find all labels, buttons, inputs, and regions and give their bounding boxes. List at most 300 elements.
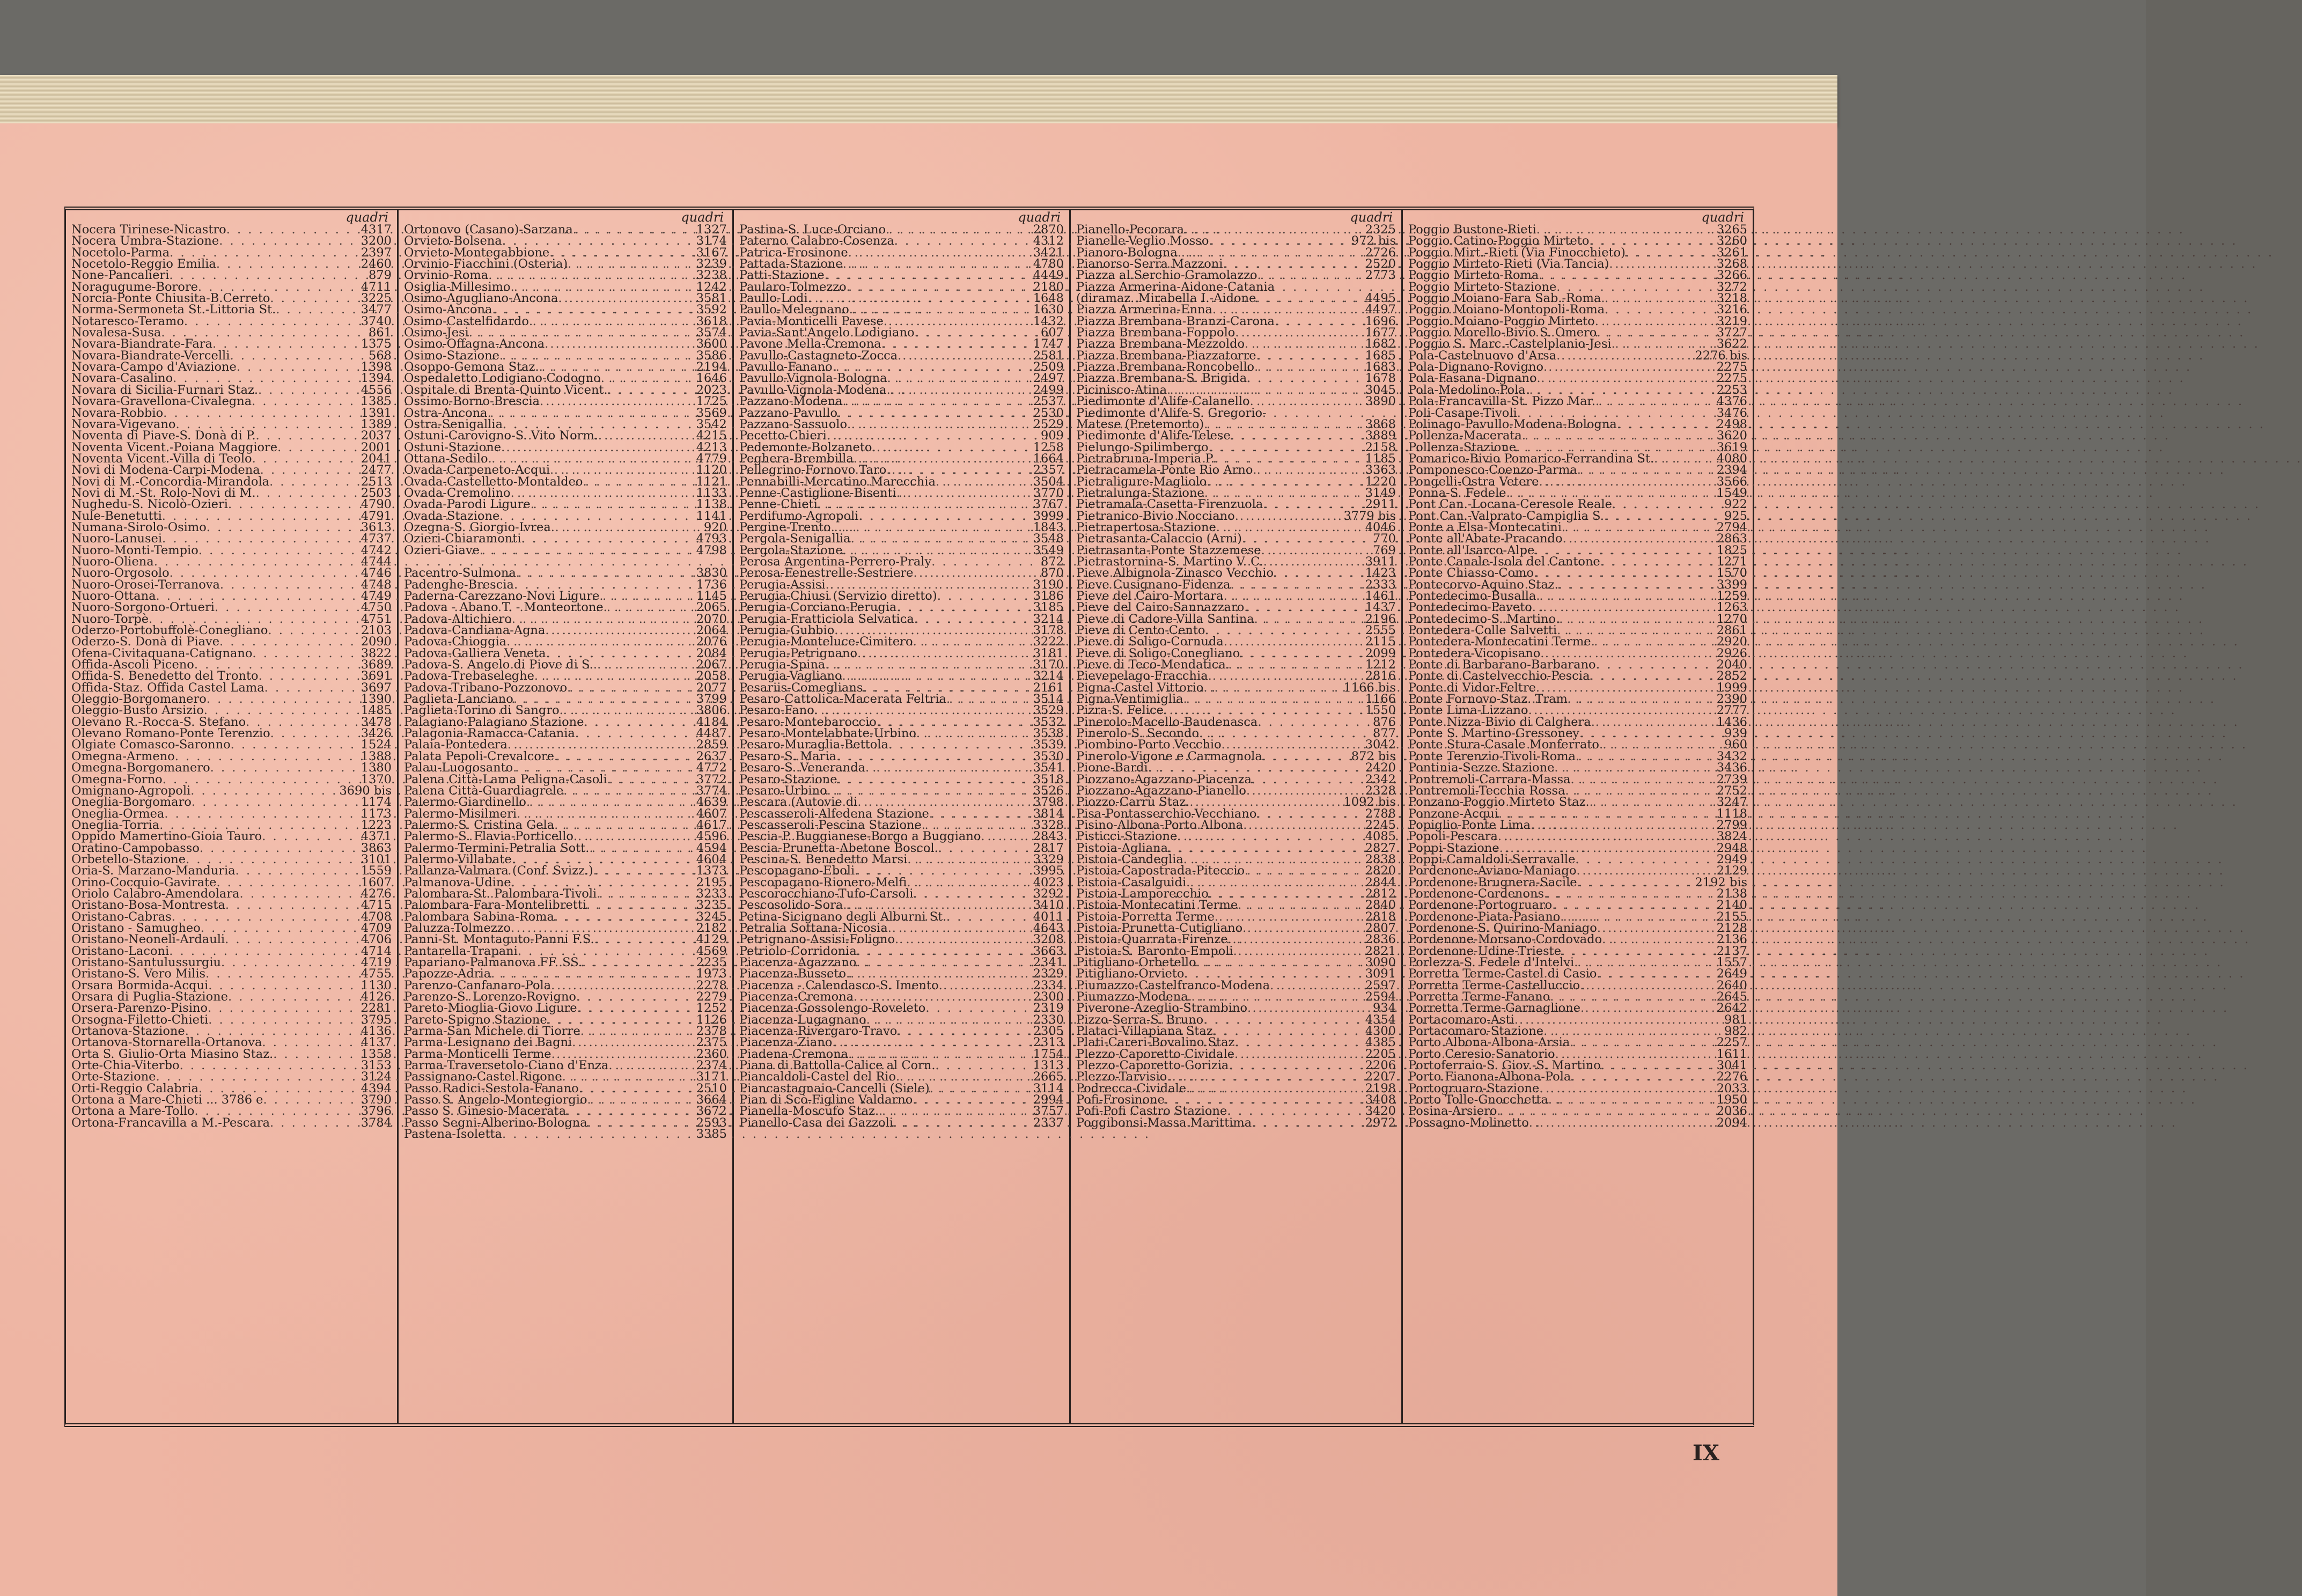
route-name: Omegna-Forno	[71, 772, 163, 786]
table-number: 3868	[1365, 417, 1396, 431]
route-name: Ofena-Civitaquana-Catignano	[71, 646, 253, 660]
table-number: 2840	[1365, 898, 1396, 913]
table-number: 3233	[696, 886, 727, 901]
route-name: Oristano-Laconi	[71, 944, 170, 958]
route-name: Ossimo-Borno-Brescia	[404, 394, 540, 409]
route-name: Porretta Terme-Garnaglione	[1408, 1001, 1581, 1016]
table-number: 3041	[1716, 1058, 1747, 1073]
route-name: Pistoia-Casalguidi	[1076, 875, 1187, 889]
table-number: 4023	[1033, 875, 1064, 889]
table-number: 3478	[361, 715, 392, 729]
table-number: 2129	[1716, 864, 1747, 878]
route-name: Olevano R.-Rocca-S. Stefano	[71, 715, 246, 729]
route-name: Piana di Battolla-Calice al Corn.	[739, 1058, 936, 1073]
route-name: Padova-Chioggia	[404, 635, 507, 649]
table-number: 2077	[696, 680, 727, 695]
table-number: 2555	[1365, 623, 1396, 638]
table-number: 2378	[696, 1024, 727, 1039]
table-number: 2037	[361, 429, 392, 443]
table-number: 2777	[1716, 703, 1747, 718]
column-header: quadri	[345, 210, 388, 225]
book-page-edges	[0, 75, 1837, 126]
table-number: 1843	[1033, 520, 1064, 534]
route-name: Piazza al Serchio-Gramolazzo	[1076, 268, 1257, 283]
route-name: Nuoro-Torpè	[71, 612, 149, 626]
route-name: Pigna-Ventimiglia	[1076, 692, 1183, 707]
route-name: Parma-Lesignano dei Bagni	[404, 1035, 572, 1050]
table-number: 2812	[1365, 886, 1396, 901]
route-name: Poggio Moiano-Fara Sab.-Roma	[1408, 291, 1601, 306]
table-number: 3799	[696, 692, 727, 707]
table-number: 3408	[1365, 1093, 1396, 1107]
table-number: 870	[1041, 566, 1064, 580]
table-number: 934	[1373, 1001, 1396, 1016]
table-number: 3101	[361, 852, 392, 866]
route-name: Platacì-Villapiana Staz	[1076, 1024, 1213, 1039]
table-number: 3889	[1365, 429, 1396, 443]
table-number: 4714	[361, 944, 392, 958]
table-number: 3526	[1033, 783, 1064, 798]
table-number: 939	[1724, 726, 1747, 741]
index-entry	[404, 545, 727, 556]
table-number: 2645	[1716, 990, 1747, 1004]
route-name: Ortona a Mare-Tollo	[71, 1104, 195, 1119]
index-column-5	[1403, 210, 1753, 1424]
table-number: 925	[1724, 509, 1747, 523]
route-name: Nuoro-Ottana	[71, 589, 156, 603]
table-number: 2182	[696, 921, 727, 935]
table-number: 4742	[361, 543, 392, 557]
table-number: 2023	[696, 383, 727, 397]
table-number: 3664	[696, 1093, 727, 1107]
route-name: Ponte Canale-Isola del Cantone	[1408, 554, 1600, 569]
route-name: Passignano-Castel Rigone	[404, 1070, 562, 1084]
route-name: Pedemonte-Bolzaneto	[739, 440, 872, 454]
table-number: 2510	[696, 1081, 727, 1095]
route-name: Olgiate Comasco-Saronno	[71, 738, 231, 752]
route-name: Pavullo-Vignola-Modena	[739, 383, 887, 397]
table-number: 3822	[361, 646, 392, 660]
route-name: Ovada-Parodi Ligure	[404, 497, 531, 512]
route-name: Ostuni-Carovigno-S. Vito Norm.	[404, 429, 598, 443]
table-number: 1388	[361, 749, 392, 763]
route-name: Poggio Morello-Bivio S. Omero	[1408, 326, 1597, 340]
table-number: 3504	[1033, 474, 1064, 489]
route-name: Pinerolo-S. Secondo	[1076, 726, 1200, 741]
table-number: 3214	[1033, 612, 1064, 626]
route-name: Numana-Sirolo-Osimo	[71, 520, 207, 534]
table-number: 1390	[361, 692, 392, 707]
table-number: 2649	[1716, 967, 1747, 981]
route-name: Palau-Luogosanto	[404, 761, 513, 775]
table-number: 2509	[1033, 360, 1064, 374]
route-name: Poli-Casape-Tivoli	[1408, 406, 1517, 420]
table-number: 3772	[696, 772, 727, 786]
route-name: Padova-Tribano-Pozzonovo	[404, 680, 568, 695]
route-name: Pietrastornina-S. Martino V. C.	[1076, 554, 1263, 569]
table-number: 1678	[1365, 371, 1396, 386]
route-name: Perugia-Petrignano	[739, 646, 858, 660]
table-number: 2070	[696, 612, 727, 626]
route-name: Plezzo-Caporetto-Cividale	[1076, 1047, 1235, 1061]
table-number: 1725	[696, 394, 727, 409]
route-name: Poggio Moiano-Poggio Mirteto	[1408, 314, 1595, 328]
table-number: 1685	[1365, 348, 1396, 363]
table-number: 4497	[1365, 303, 1396, 317]
table-number: 2275	[1716, 371, 1747, 386]
route-name: Pieve Albignola-Zinasco Vecchio	[1076, 566, 1274, 580]
table-number: 2342	[1365, 772, 1396, 786]
route-name: Perugia-Corciano-Perugia	[739, 600, 897, 615]
table-number: 3171	[696, 1070, 727, 1084]
route-name: Palmanova-Udine	[404, 875, 511, 889]
route-name: Piazza Brembana-Foppolo	[1076, 326, 1235, 340]
table-number: 1252	[696, 1001, 727, 1016]
table-number: 3592	[696, 303, 727, 317]
route-name: Ponte di Castelvecchio-Pescia	[1408, 669, 1590, 683]
table-number: 4596	[696, 829, 727, 844]
table-number: 3216	[1716, 303, 1747, 317]
route-name: Pesaro-Urbino	[739, 783, 827, 798]
route-name: Pione-Bardi	[1076, 761, 1148, 775]
table-number: 2827	[1365, 841, 1396, 855]
route-name: Ovada-Carpeneto-Acqui	[404, 463, 550, 477]
route-name: Panni-St. Montaguto-Panni F.S.	[404, 932, 594, 947]
route-name: Ostuni-Stazione	[404, 440, 502, 454]
table-number: 4487	[696, 726, 727, 741]
table-number: 1683	[1365, 360, 1396, 374]
route-name: Ponte a Elsa-Montecatini	[1408, 520, 1562, 534]
route-name: Paterno Calabro-Cosenza	[739, 234, 894, 248]
table-number: 2640	[1716, 978, 1747, 992]
route-name: Palermo-Misilmeri	[404, 806, 517, 821]
route-name: Novara-Biandrate-Vercelli	[71, 348, 230, 363]
route-name: Pescopagano-Rionero-Melfi	[739, 875, 907, 889]
route-name: Noventa Vicent.-Poiana Maggiore	[71, 440, 278, 454]
table-number: 2207	[1365, 1070, 1396, 1084]
route-name: Petralia Sottana-Nicosia	[739, 921, 888, 935]
route-name: Piacenza-Ziano	[739, 1035, 833, 1050]
table-number: 2926	[1716, 646, 1747, 660]
route-name: Orti-Reggio Calabria	[71, 1081, 199, 1095]
table-number: 3190	[1033, 577, 1064, 592]
table-number: 3999	[1033, 509, 1064, 523]
table-number: 3691	[361, 669, 392, 683]
table-number: 3153	[361, 1058, 392, 1073]
table-number: 2138	[1716, 886, 1747, 901]
route-name: Patrica-Frosinone	[739, 245, 848, 260]
table-number: 1313	[1033, 1058, 1064, 1073]
table-number: 872	[1041, 554, 1064, 569]
table-number: 4750	[361, 600, 392, 615]
route-name: Podrecca-Cividale	[1076, 1081, 1187, 1095]
route-name: Pietraligure-Magliolo	[1076, 474, 1207, 489]
table-number: 2499	[1033, 383, 1064, 397]
table-number: 4748	[361, 577, 392, 592]
route-name: Novi di Modena-Carpi-Modena	[71, 463, 260, 477]
table-number: 1398	[361, 360, 392, 374]
table-number: 2192 bis	[1695, 875, 1747, 889]
table-number: 2064	[696, 623, 727, 638]
table-number: 2949	[1716, 852, 1747, 866]
route-name: Pavone Mella-Cremona	[739, 337, 881, 351]
route-name: Plati-Careri-Bovalino Staz	[1076, 1035, 1235, 1050]
route-name: Osimo-Castelfidardo	[404, 314, 529, 328]
index-column-2	[399, 210, 732, 1424]
table-number: 3432	[1716, 749, 1747, 763]
route-name: Pieve di Soligo-Cornuda	[1076, 635, 1224, 649]
table-number: 607	[1041, 326, 1064, 340]
route-name: Pofi-Frosinone	[1076, 1093, 1165, 1107]
table-number: 3091	[1365, 967, 1396, 981]
route-name: Oristano-Bosa-Montresta	[71, 898, 225, 913]
route-name: Poggio Bustone-Rieti	[1408, 223, 1536, 237]
route-name: Pont Can.-Locana-Ceresole Reale	[1408, 497, 1612, 512]
table-number: 4709	[361, 921, 392, 935]
table-number: 3222	[1033, 635, 1064, 649]
table-number: 3514	[1033, 692, 1064, 707]
table-number: 4639	[696, 795, 727, 810]
route-name: Perugia-Vagliano	[739, 669, 842, 683]
route-name: Palombara-St. Palombara-Tivoli	[404, 886, 597, 901]
route-name: Novalesa-Susa	[71, 326, 161, 340]
route-name: Padova-S. Angelo di Piove di S.	[404, 658, 593, 672]
table-number: 2205	[1365, 1047, 1396, 1061]
table-number: 3219	[1716, 314, 1747, 328]
route-name: Noventa di Piave-S. Donà di P.	[71, 429, 256, 443]
route-name: Poggio Moiano-Montopoli-Roma	[1408, 303, 1605, 317]
table-number: 2360	[696, 1047, 727, 1061]
table-number: 2739	[1716, 772, 1747, 786]
route-name: Ottana-Sedilo	[404, 451, 488, 466]
table-number: 4706	[361, 932, 392, 947]
route-name: Ponte all'Isarco-Alpe	[1408, 543, 1535, 557]
table-number: 2497	[1033, 371, 1064, 386]
route-name: Passo S. Ginesio-Macerata	[404, 1104, 567, 1119]
table-number: 2067	[696, 658, 727, 672]
route-name: Pisino-Albona-Porto Albona	[1076, 818, 1244, 832]
table-number: 1120	[696, 463, 727, 477]
table-number: 2033	[1716, 1081, 1747, 1095]
route-name: Nuoro-Lanusei	[71, 532, 163, 546]
route-name: Pianella-Moscufo Staz.	[739, 1104, 879, 1119]
route-name: Pianoro-Bologna	[1076, 245, 1178, 260]
table-number: 3538	[1033, 726, 1064, 741]
route-name: Pomarico-Bivio Pomarico-Ferrandina St.	[1408, 451, 1654, 466]
table-number: 2140	[1716, 898, 1747, 913]
route-name: Pescasseroli-Alfedena Stazione	[739, 806, 929, 821]
route-name: Pola-Castelnuovo d'Arsa	[1408, 348, 1557, 363]
route-name: Porretta Terme-Fanano	[1408, 990, 1550, 1004]
route-name: Paglieta-Lanciano	[404, 692, 513, 707]
table-number: 981	[1724, 1012, 1747, 1027]
route-name: Piacenza-Busseto	[739, 967, 847, 981]
route-name: Oleggio-Borgomanero	[71, 692, 207, 707]
index-entry	[739, 1117, 1064, 1129]
route-name: Ponte all'Abate-Pracando	[1408, 532, 1563, 546]
table-number: 2665	[1033, 1070, 1064, 1084]
route-name: Palena Città-Lama Peligna-Casoli	[404, 772, 607, 786]
route-name: Novara-Casalino	[71, 371, 173, 386]
route-name: Papozze-Adria	[404, 967, 491, 981]
route-name: Pergola-Senigallia	[739, 532, 851, 546]
route-name: Orsogna-Filetto-Chieti	[71, 1012, 209, 1027]
table-number: 2275	[1716, 360, 1747, 374]
route-name: Piacenza-Cremona	[739, 990, 854, 1004]
route-name: Piedimonte d'Alife-Calanello	[1076, 394, 1250, 409]
route-name: Padenghe-Brescia	[404, 577, 514, 592]
leader-dots	[480, 545, 693, 556]
route-name: Pinerolo-Macello-Baudenasca	[1076, 715, 1258, 729]
table-number: 3574	[696, 326, 727, 340]
route-name: Pesaro-Fano	[739, 703, 814, 718]
table-number: 4711	[361, 280, 392, 294]
index-entry	[1408, 1117, 1747, 1129]
route-name: Orte-Stazione	[71, 1070, 156, 1084]
route-name: Ozegna-S. Giorgio-Ivrea	[404, 520, 551, 534]
route-name: Oneglia-Torria	[71, 818, 160, 832]
route-name: Orsera-Parenzo-Pisino	[71, 1001, 208, 1016]
route-name: Petriolo-Corridonia	[739, 944, 857, 958]
route-name: Ponzone-Acqui	[1408, 806, 1499, 821]
route-name: Pianelle-Veglio Mosso	[1076, 234, 1209, 248]
table-number: 2333	[1365, 577, 1396, 592]
route-name: Pievepelago-Fracchia	[1076, 669, 1208, 683]
table-number: 1664	[1033, 451, 1064, 466]
route-name: Pietrasanta-Calaccio (Arni)	[1076, 532, 1242, 546]
route-name: Pistoia-Candeglia	[1076, 852, 1183, 866]
table-number: 876	[1373, 715, 1396, 729]
table-number: 4746	[361, 566, 392, 580]
table-number: 2196	[1365, 612, 1396, 626]
table-number: 1436	[1716, 715, 1747, 729]
table-number: 2040	[1716, 658, 1747, 672]
route-name: Novara di Sicilia-Furnari Staz.	[71, 383, 258, 397]
route-name: Oria-S. Marzano-Manduria	[71, 864, 236, 878]
table-number: 3149	[1365, 486, 1396, 500]
route-name: Ospitale di Brenta-Quinto Vicent.	[404, 383, 608, 397]
table-number: 4376	[1716, 394, 1747, 409]
route-name: Pennabilli-Mercatino Marecchia	[739, 474, 936, 489]
table-number: 3266	[1716, 268, 1747, 283]
table-number: 3774	[696, 783, 727, 798]
route-name: Piedimonte d'Alife-Telese	[1076, 429, 1231, 443]
route-name: Pola-Dignano-Rovigno	[1408, 360, 1544, 374]
route-name: Orsara Bormida-Acqui	[71, 978, 209, 992]
route-name: Pescara (Autovie di	[739, 795, 858, 810]
table-number: 3740	[361, 314, 392, 328]
route-name: Novara-Gravellona-Civalegna	[71, 394, 252, 409]
table-number: 2245	[1365, 818, 1396, 832]
table-number: 2948	[1716, 841, 1747, 855]
table-number: 872 bis	[1351, 749, 1396, 763]
route-name: Pieve del Cairo-Mortara	[1076, 589, 1224, 603]
table-number: 3167	[696, 245, 727, 260]
route-name: Perugia-Spina	[739, 658, 826, 672]
table-number: 2537	[1033, 394, 1064, 409]
index-entry	[71, 1117, 392, 1129]
route-name: Poggibonsi-Massa Marittima	[1076, 1115, 1252, 1130]
route-name: Parenzo-Canfanaro-Pola	[404, 978, 551, 992]
table-number: 3292	[1033, 886, 1064, 901]
table-number: 4184	[696, 715, 727, 729]
table-number: 4791	[361, 509, 392, 523]
route-name: Palermo-Giardinello	[404, 795, 526, 810]
table-number: 1825	[1716, 543, 1747, 557]
route-name: Ponte Nizza-Bivio di Calghera	[1408, 715, 1591, 729]
route-name: Nuoro-Orgosolo	[71, 566, 170, 580]
table-number: 2799	[1716, 818, 1747, 832]
route-name: Pitigliano-Orbetello	[1076, 955, 1196, 969]
route-name: Pigna-Castel Vittorio	[1076, 680, 1204, 695]
route-name: Piazza Brembana-Branzi-Carona	[1076, 314, 1275, 328]
route-name: Portacomaro-Asti	[1408, 1012, 1514, 1027]
route-name: Pieve di Teco-Mendatica	[1076, 658, 1226, 672]
table-number: 3863	[361, 841, 392, 855]
table-number: 2838	[1365, 852, 1396, 866]
table-number: 4312	[1033, 234, 1064, 248]
table-number: 2158	[1365, 440, 1396, 454]
route-name: Piazza Armerina-Aidone-Catania	[1076, 280, 1275, 294]
table-number: 1549	[1716, 486, 1747, 500]
table-number: 2861	[1716, 623, 1747, 638]
table-number: 3600	[696, 337, 727, 351]
route-name: Penne-Castiglione-Bisenti	[739, 486, 896, 500]
route-name: Porretta Terme-Castelluccio	[1408, 978, 1580, 992]
table-number: 2001	[361, 440, 392, 454]
route-name: Pontremoli-Tecchia Rossa	[1408, 783, 1565, 798]
route-name: Oneglia-Ormea	[71, 806, 165, 821]
table-number: 1271	[1716, 554, 1747, 569]
table-number: 1973	[696, 967, 727, 981]
table-number: 2503	[361, 486, 392, 500]
route-name: Ortonovo (Casano)-Sarzana	[404, 223, 573, 237]
table-number: 1999	[1716, 680, 1747, 695]
route-name: Pontedecimo-Busalla	[1408, 589, 1536, 603]
table-number: 1557	[1716, 955, 1747, 969]
route-name: Orvieto-Bolsena	[404, 234, 502, 248]
table-number: 920	[704, 520, 727, 534]
table-number: 3426	[361, 726, 392, 741]
route-name: Poggio Mirteto-Rieti (Via Tancia)	[1408, 257, 1609, 271]
route-name: Pontedera-Colle Salvetti	[1408, 623, 1557, 638]
route-name: Pavullo-Fanano	[739, 360, 833, 374]
route-name: Porto Ceresio-Sanatorio	[1408, 1047, 1555, 1061]
route-name: Novara-Campo d'Aviazione	[71, 360, 237, 374]
table-number: 2076	[696, 635, 727, 649]
route-name: Pietracamela-Ponte Rio Arno	[1076, 463, 1253, 477]
route-name: Oneglia-Borgomaro	[71, 795, 192, 810]
table-number: 1646	[696, 371, 727, 386]
table-number: 4011	[1033, 909, 1064, 924]
table-number: 1242	[696, 280, 727, 294]
table-number: 1747	[1033, 337, 1064, 351]
route-name: Pordenone-Aviano-Maniago	[1408, 864, 1577, 878]
route-name: Popiglio-Ponte Lima	[1408, 818, 1531, 832]
route-name: Pordenone-Piata-Pasiano	[1408, 909, 1561, 924]
route-name: Ponna-S. Fedele	[1408, 486, 1506, 500]
table-number: 2300	[1033, 990, 1064, 1004]
table-number: 2752	[1716, 783, 1747, 798]
route-name: Pieve di Cento-Cento	[1076, 623, 1205, 638]
route-name: Piumazzo-Modena	[1076, 990, 1188, 1004]
route-name: Piacenza-Rivergaro-Travo	[739, 1024, 898, 1039]
table-number: 4126	[361, 990, 392, 1004]
route-name: Pietranico-Bivio Nocciano	[1076, 509, 1235, 523]
table-number: 2477	[361, 463, 392, 477]
table-number: 4594	[696, 841, 727, 855]
route-name: Osoppo-Gemona Staz.	[404, 360, 539, 374]
